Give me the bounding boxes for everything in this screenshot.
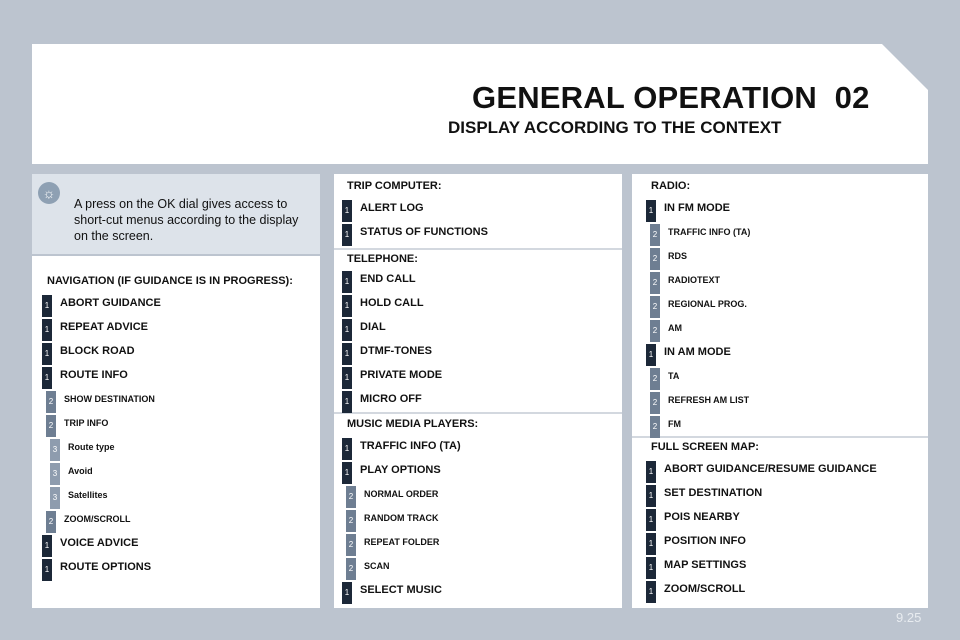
- menu-item-label: TA: [668, 371, 680, 381]
- menu-item-label: MAP SETTINGS: [664, 559, 747, 571]
- menu-item-label: Avoid: [68, 466, 93, 476]
- level-badge: 1: [646, 533, 656, 555]
- level-badge: 2: [346, 510, 356, 532]
- section-divider: [334, 248, 622, 250]
- menu-item-label: REGIONAL PROG.: [668, 299, 747, 309]
- menu-item-label: ROUTE OPTIONS: [60, 561, 152, 573]
- menu-item-label: REFRESH AM LIST: [668, 395, 750, 405]
- level-badge: 1: [646, 581, 656, 603]
- menu-item-label: POIS NEARBY: [664, 511, 740, 523]
- level-badge: 3: [50, 463, 60, 485]
- menu-item-label: VOICE ADVICE: [60, 537, 139, 549]
- menu-item-label: NORMAL ORDER: [364, 489, 439, 499]
- menu-item-label: REPEAT FOLDER: [364, 537, 440, 547]
- folded-corner: [882, 44, 928, 90]
- level-badge: 1: [342, 582, 352, 604]
- menu-item-label: STATUS OF FUNCTIONS: [360, 226, 488, 238]
- level-badge: 1: [42, 295, 52, 317]
- light-bulb-icon: ☼: [38, 182, 60, 204]
- level-badge: 1: [342, 367, 352, 389]
- info-text: A press on the OK dial gives access to short-cut menus according to the display on the screen.: [74, 197, 299, 243]
- level-badge: 1: [342, 271, 352, 293]
- level-badge: 2: [46, 415, 56, 437]
- level-badge: 2: [650, 416, 660, 438]
- radio-title: RADIO:: [651, 180, 691, 192]
- menu-item-label: DTMF-TONES: [360, 345, 432, 357]
- level-badge: 1: [342, 391, 352, 413]
- level-badge: 2: [650, 248, 660, 270]
- menu-item-label: SHOW DESTINATION: [64, 394, 155, 404]
- chapter-number: 02: [834, 80, 870, 115]
- level-badge: 2: [346, 534, 356, 556]
- level-badge: 2: [650, 392, 660, 414]
- level-badge: 1: [646, 485, 656, 507]
- menu-item-label: BLOCK ROAD: [60, 345, 135, 357]
- menu-item-label: RADIOTEXT: [668, 275, 721, 285]
- level-badge: 1: [342, 438, 352, 460]
- level-badge: 2: [650, 224, 660, 246]
- level-badge: 1: [342, 200, 352, 222]
- page-title: [472, 80, 870, 116]
- menu-item-label: RANDOM TRACK: [364, 513, 439, 523]
- menu-item-label: RDS: [668, 251, 688, 261]
- header-panel: [32, 44, 928, 164]
- title-text: GENERAL OPERATION: [472, 80, 818, 115]
- menu-item-label: POSITION INFO: [664, 535, 746, 547]
- section-divider: [334, 412, 622, 414]
- menu-item-label: ABORT GUIDANCE: [60, 297, 161, 309]
- level-badge: 1: [646, 557, 656, 579]
- menu-item-label: PLAY OPTIONS: [360, 464, 441, 476]
- menu-item-label: END CALL: [360, 273, 416, 285]
- level-badge: 1: [646, 200, 656, 222]
- middle-panel: [334, 174, 622, 608]
- menu-item-label: ROUTE INFO: [60, 369, 128, 381]
- menu-item-label: ZOOM/SCROLL: [664, 583, 746, 595]
- level-badge: 1: [646, 461, 656, 483]
- menu-item-label: PRIVATE MODE: [360, 369, 443, 381]
- menu-item-label: HOLD CALL: [360, 297, 424, 309]
- level-badge: 2: [650, 320, 660, 342]
- level-badge: 1: [42, 343, 52, 365]
- menu-item-label: SET DESTINATION: [664, 487, 763, 499]
- menu-item-label: REPEAT ADVICE: [60, 321, 149, 333]
- level-badge: 2: [46, 391, 56, 413]
- navigation-title: NAVIGATION (IF GUIDANCE IS IN PROGRESS):: [47, 275, 293, 287]
- right-panel: [632, 174, 928, 608]
- menu-item-label: IN FM MODE: [664, 202, 730, 214]
- level-badge: 1: [342, 462, 352, 484]
- menu-item-label: TRAFFIC INFO (TA): [360, 440, 461, 452]
- section-divider: [632, 436, 928, 438]
- navigation-panel: [32, 256, 320, 608]
- level-badge: 1: [342, 343, 352, 365]
- info-panel: [32, 174, 320, 254]
- level-badge: 3: [50, 439, 60, 461]
- full-screen-map-title: FULL SCREEN MAP:: [651, 441, 759, 453]
- page-number: 9.25: [896, 610, 922, 625]
- menu-item-label: Route type: [68, 442, 115, 452]
- telephone-title: TELEPHONE:: [347, 253, 418, 265]
- trip-computer-title: TRIP COMPUTER:: [347, 180, 442, 192]
- menu-item-label: ABORT GUIDANCE/RESUME GUIDANCE: [664, 463, 877, 475]
- menu-item-label: SCAN: [364, 561, 390, 571]
- menu-item-label: SELECT MUSIC: [360, 584, 442, 596]
- level-badge: 1: [342, 319, 352, 341]
- music-title: MUSIC MEDIA PLAYERS:: [347, 418, 479, 430]
- level-badge: 2: [346, 558, 356, 580]
- level-badge: 2: [650, 296, 660, 318]
- level-badge: 1: [42, 319, 52, 341]
- menu-item-label: TRIP INFO: [64, 418, 109, 428]
- level-badge: 1: [42, 559, 52, 581]
- level-badge: 1: [42, 367, 52, 389]
- level-badge: 1: [342, 295, 352, 317]
- menu-item-label: TRAFFIC INFO (TA): [668, 227, 751, 237]
- menu-item-label: FM: [668, 419, 681, 429]
- menu-item-label: ALERT LOG: [360, 202, 424, 214]
- level-badge: 1: [342, 224, 352, 246]
- level-badge: 2: [650, 272, 660, 294]
- menu-item-label: Satellites: [68, 490, 108, 500]
- level-badge: 2: [650, 368, 660, 390]
- level-badge: 1: [646, 344, 656, 366]
- page-subtitle: DISPLAY ACCORDING TO THE CONTEXT: [448, 118, 782, 137]
- menu-item-label: IN AM MODE: [664, 346, 731, 358]
- menu-item-label: AM: [668, 323, 682, 333]
- level-badge: 2: [346, 486, 356, 508]
- menu-item-label: DIAL: [360, 321, 386, 333]
- menu-item-label: MICRO OFF: [360, 393, 422, 405]
- level-badge: 3: [50, 487, 60, 509]
- menu-item-label: ZOOM/SCROLL: [64, 514, 131, 524]
- level-badge: 1: [646, 509, 656, 531]
- level-badge: 2: [46, 511, 56, 533]
- level-badge: 1: [42, 535, 52, 557]
